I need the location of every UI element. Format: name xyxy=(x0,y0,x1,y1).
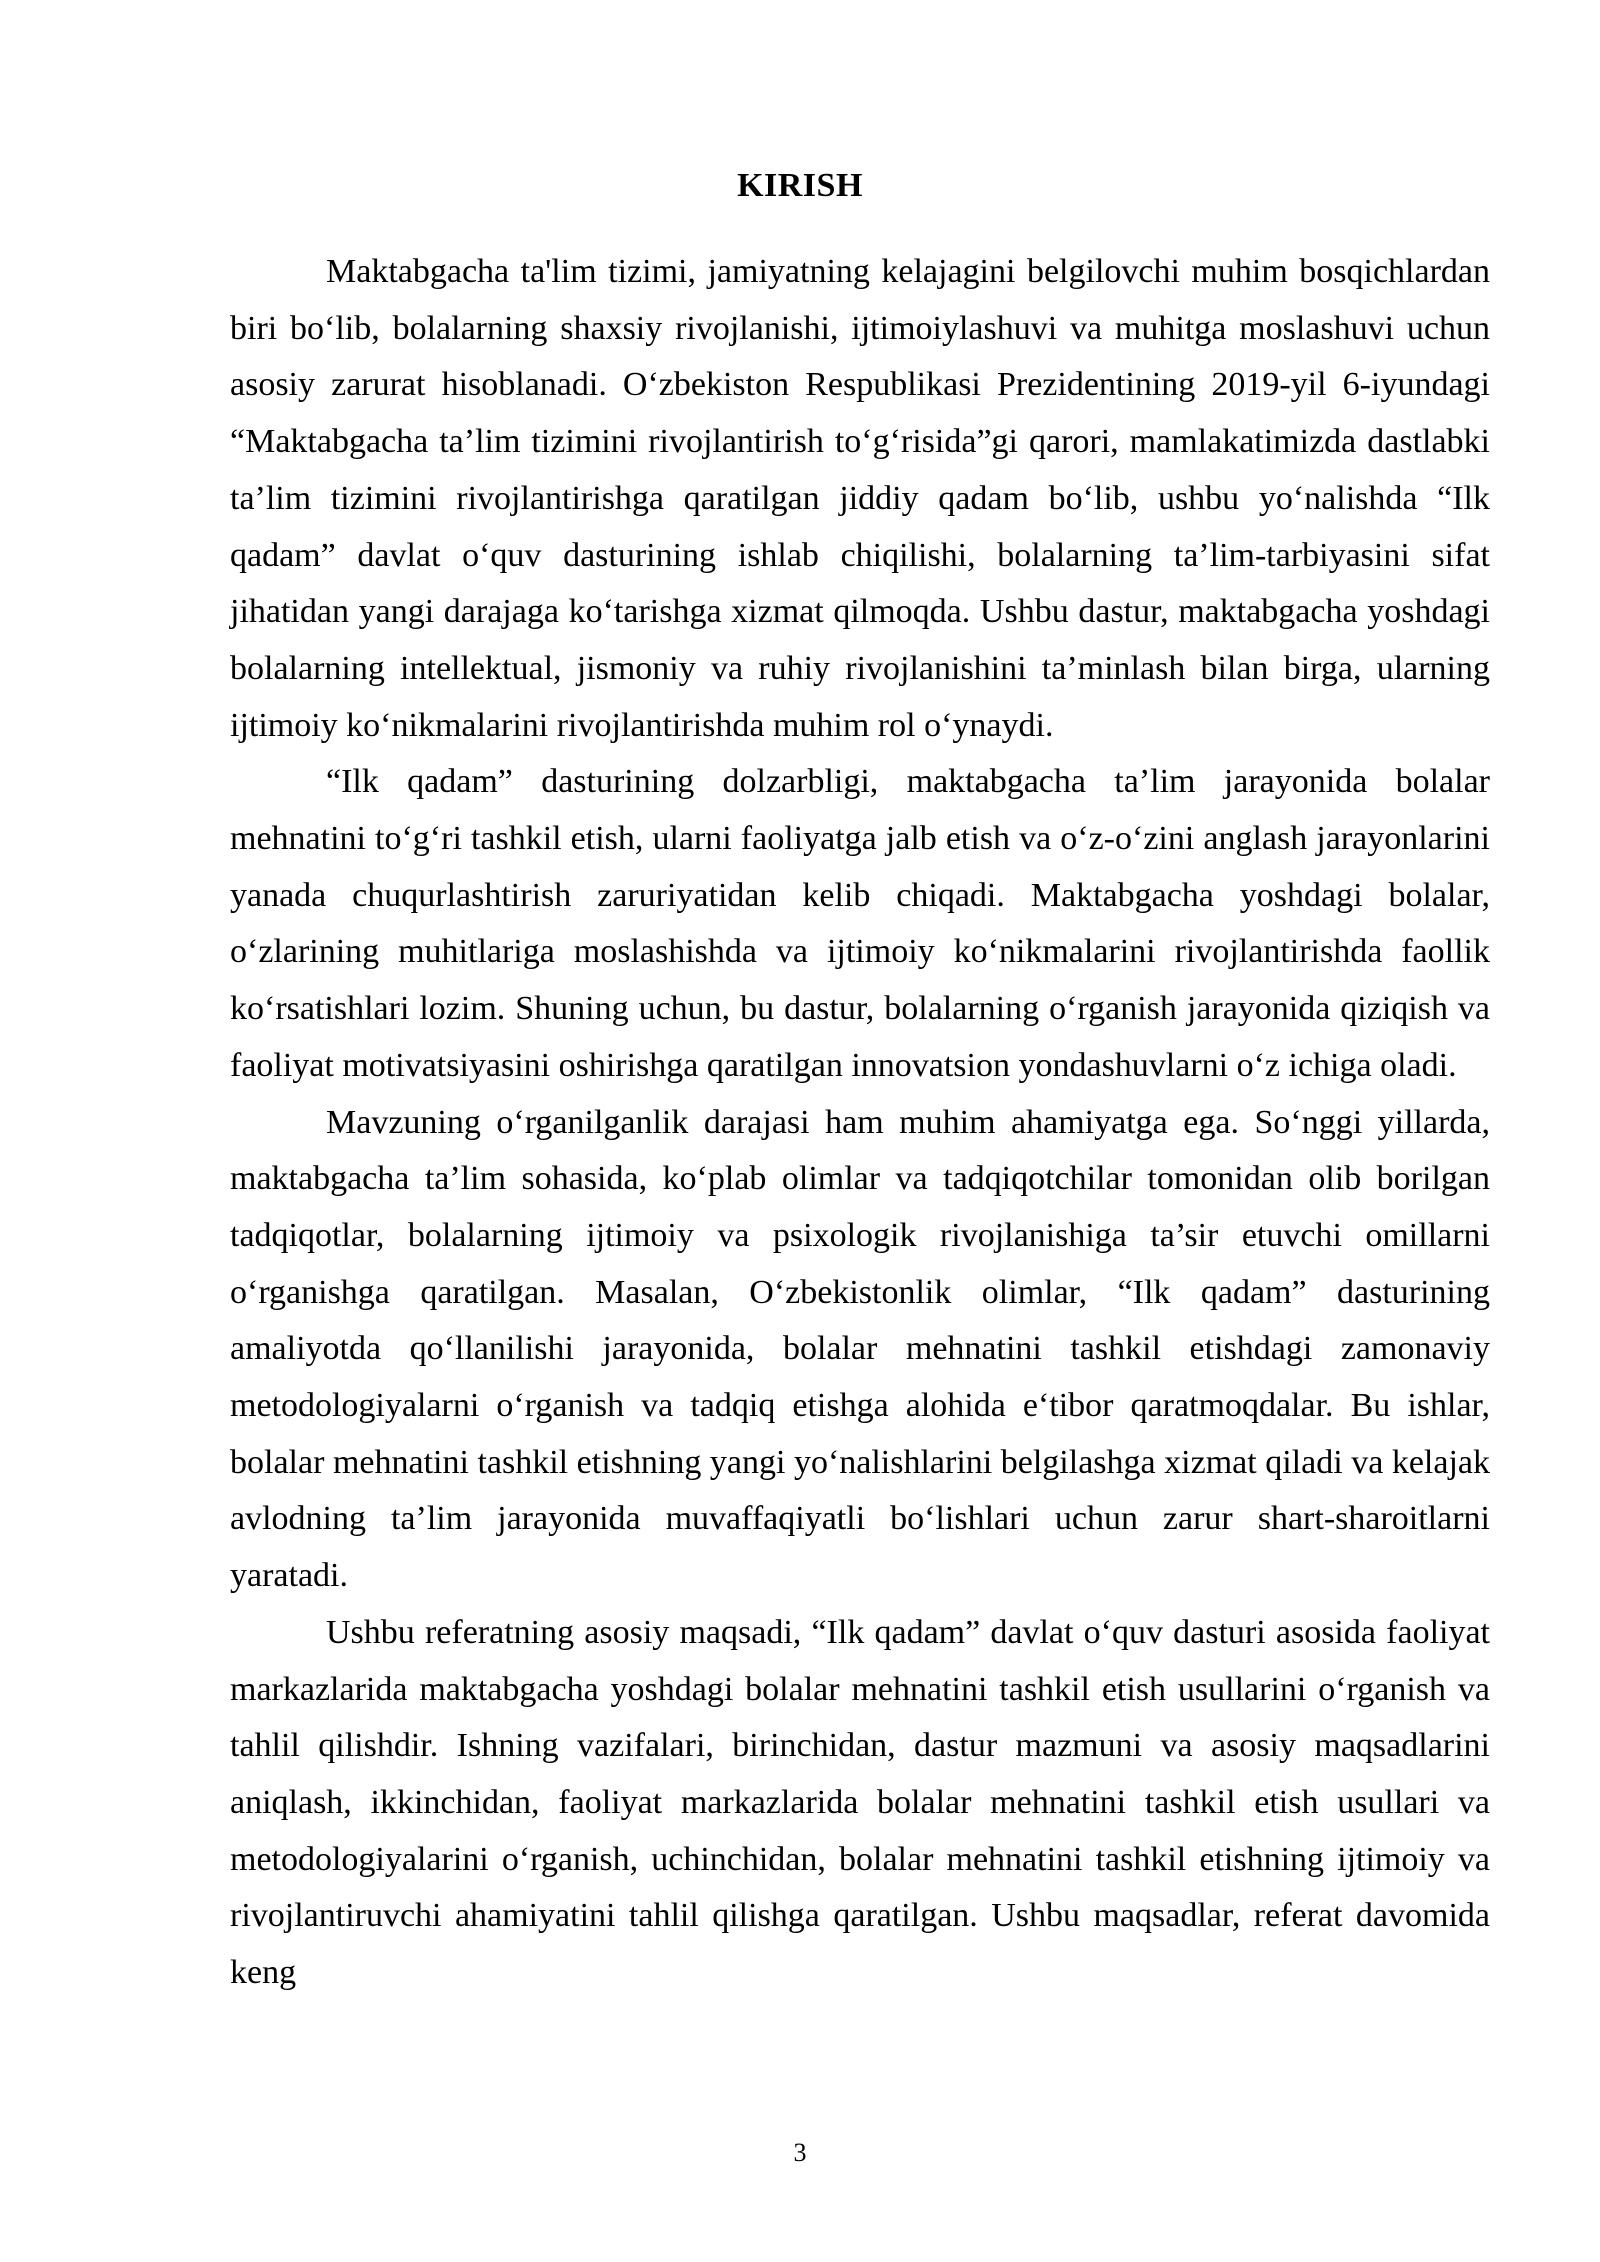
paragraph-3: Mavzuning o‘rganilganlik darajasi ham muhim ahamiyatga ega. So‘nggi yillarda, maktabgacha ta’lim sohasida, ko‘plab olimlar va tadqiqotchilar tomonidan olib borilgan tadqiqotlar, bolalarning ijtimoiy va psixologik rivojlanishiga ta’sir etuvchi omillarni o‘rganishga qaratilgan. Masalan, O‘zbekistonlik olimlar, “Ilk qadam” dasturining amaliyotda qo‘llanilishi jarayonida, bolalar mehnatini tashkil etishdagi zamonaviy metodologiyalarni o‘rganish va tadqiq etishga alohida e‘tibor qaratmoqdalar. Bu ishlar, bolalar mehnatini tashkil etishning yangi yo‘nalishlarini belgilashga xizmat qiladi va kelajak avlodning ta’lim jarayonida muvaffaqiyatli bo‘lishlari uchun zarur shart-sharoitlarni yaratadi. xyxy=(230,1103,1490,1595)
paragraph-4: Ushbu referatning asosiy maqsadi, “Ilk qadam” davlat o‘quv dasturi asosida faoliyat markazlarida maktabgacha yoshdagi bolalar mehnatini tashkil etish usullarini o‘rganish va tahlil qilishdir. Ishning vazifalari, birinchidan, dastur mazmuni va asosiy maqsadlarini aniqlash, ikkinchidan, faoliyat markazlarida bolalar mehnatini tashkil etish usullari va metodologiyalarini o‘rganish, uchinchidan, bolalar mehnatini tashkil etishning ijtimoiy va rivojlantiruvchi ahamiyatini tahlil qilishga qaratilgan. Ushbu maqsadlar, referat davomida keng xyxy=(230,1613,1490,1992)
page-title: KIRISH xyxy=(737,167,863,204)
page-number: 3 xyxy=(793,2138,807,2167)
paragraph-1: Maktabgacha ta'lim tizimi, jamiyatning kelajagini belgilovchi muhim bosqichlardan biri bo‘lib, bolalarning shaxsiy rivojlanishi, ijtimoiylashuvi va muhitga moslashuvi uchun asosiy zarurat hisoblanadi. O‘zbekiston Respublikasi Prezidentining 2019-yil 6-iyundagi “Maktabgacha ta’lim tizimini rivojlantirish to‘g‘risida”gi qarori, mamlakatimizda dastlabki ta’lim tizimini rivojlantirishga qaratilgan jiddiy qadam bo‘lib, ushbu yo‘nalishda “Ilk qadam” davlat o‘quv dasturining ishlab chiqilishi, bolalarning ta’lim-tarbiyasini sifat jihatidan yangi darajaga ko‘tarishga xizmat qilmoqda. Ushbu dastur, maktabgacha yoshdagi bolalarning intellektual, jismoniy va ruhiy rivojlanishini ta’minlash bilan birga, ularning ijtimoiy ko‘nikmalarini rivojlantirishda muhim rol o‘ynaydi. xyxy=(230,253,1490,744)
paragraph-2: “Ilk qadam” dasturining dolzarbligi, maktabgacha ta’lim jarayonida bolalar mehnatini to‘g‘ri tashkil etish, ularni faoliyatga jalb etish va o‘z-o‘zini anglash jarayonlarini yanada chuqurlashtirish zaruriyatidan kelib chiqadi. Maktabgacha yoshdagi bolalar, o‘zlarining muhitlariga moslashishda va ijtimoiy ko‘nikmalarini rivojlantirishda faollik ko‘rsatishlari lozim. Shuning uchun, bu dastur, bolalarning o‘rganish jarayonida qiziqish va faoliyat motivatsiyasini oshirishga qaratilgan innovatsion yondashuvlarni o‘z ichiga oladi. xyxy=(230,763,1490,1084)
document-body xyxy=(230,244,1490,2002)
